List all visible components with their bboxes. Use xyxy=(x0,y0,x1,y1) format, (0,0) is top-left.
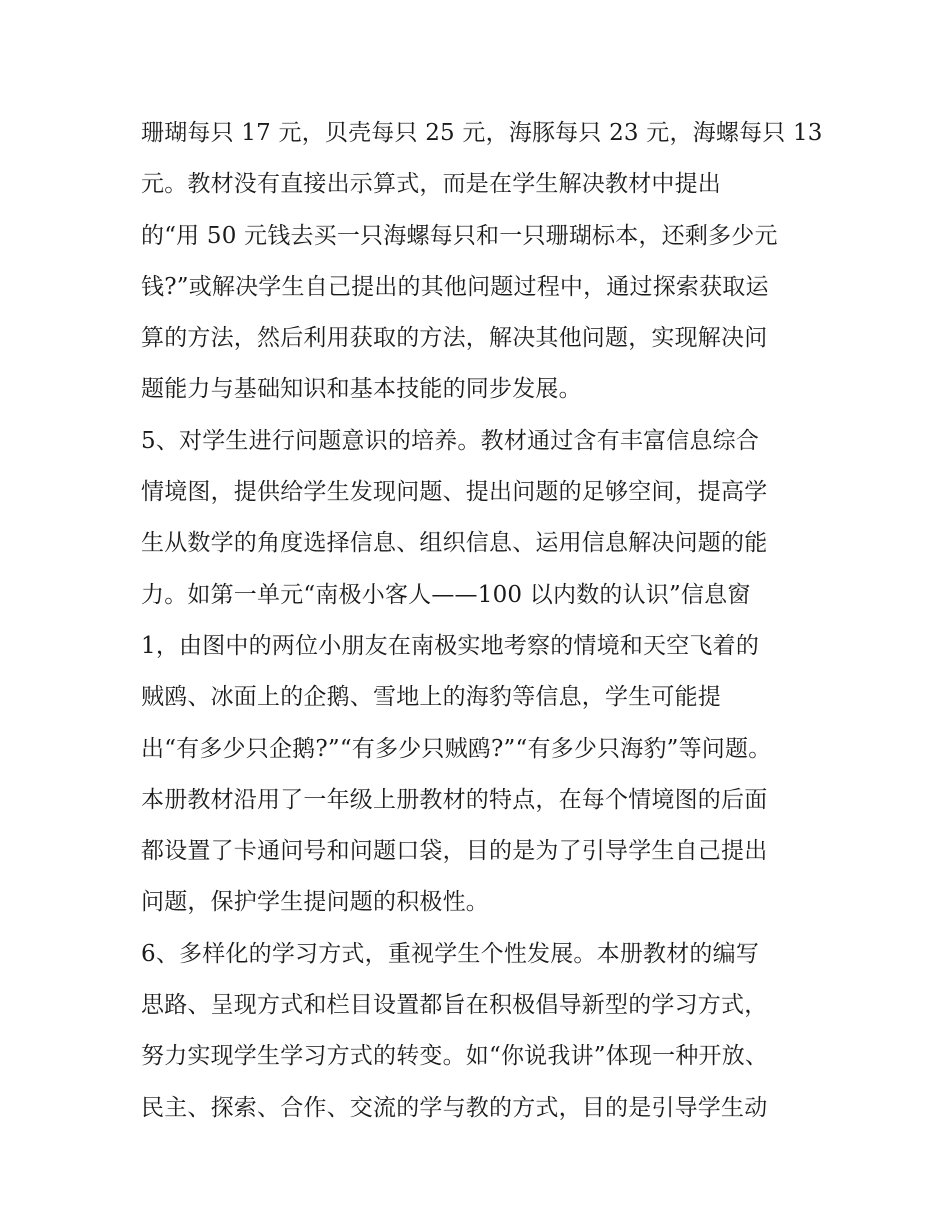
text-line: 元。教材没有直接出示算式，而是在学生解决教材中提出 xyxy=(141,171,721,198)
text-line: 生从数学的角度选择信息、组织信息、运用信息解决问题的能 xyxy=(141,530,768,557)
text-line: 算的方法，然后利用获取的方法，解决其他问题，实现解决问 xyxy=(141,325,768,352)
text-line: 都设置了卡通问号和问题口袋，目的是为了引导学生自己提出 xyxy=(141,838,768,865)
text-line: 出“有多少只企鹅?”“有多少只贼鸥?”“有多少只海豹”等问题。 xyxy=(141,735,772,762)
text-line: 民主、探索、合作、交流的学与教的方式，目的是引导学生动 xyxy=(141,1094,768,1121)
text-line: 努力实现学生学习方式的转变。如“你说我讲”体现一种开放、 xyxy=(141,1043,769,1070)
text-line: 的“用 50 元钱去买一只海螺每只和一只珊瑚标本，还剩多少元 xyxy=(141,222,778,249)
text-line: 钱?”或解决学生自己提出的其他问题过程中，通过探索获取运 xyxy=(141,273,769,300)
text-line: 1，由图中的两位小朋友在南极实地考察的情境和天空飞着的 xyxy=(141,632,760,659)
text-line: 力。如第一单元“南极小客人——100 以内数的认识”信息窗 xyxy=(141,581,751,608)
text-line: 问题，保护学生提问题的积极性。 xyxy=(141,889,489,916)
text-line: 本册教材沿用了一年级上册教材的特点，在每个情境图的后面 xyxy=(141,786,768,813)
text-line: 情境图，提供给学生发现问题、提出问题的足够空间，提高学 xyxy=(141,479,768,506)
text-line: 6、多样化的学习方式，重视学生个性发展。本册教材的编写 xyxy=(141,940,760,967)
body-text xyxy=(141,108,831,1134)
text-line: 思路、呈现方式和栏目设置都旨在积极倡导新型的学习方式， xyxy=(141,992,768,1019)
text-line: 贼鸥、冰面上的企鹅、雪地上的海豹等信息，学生可能提 xyxy=(141,684,721,711)
text-line: 5、对学生进行问题意识的培养。教材通过含有丰富信息综合 xyxy=(141,427,760,454)
text-line: 珊瑚每只 17 元，贝壳每只 25 元，海豚每只 23 元，海螺每只 13 xyxy=(141,120,823,146)
text-line: 题能力与基础知识和基本技能的同步发展。 xyxy=(141,376,582,403)
